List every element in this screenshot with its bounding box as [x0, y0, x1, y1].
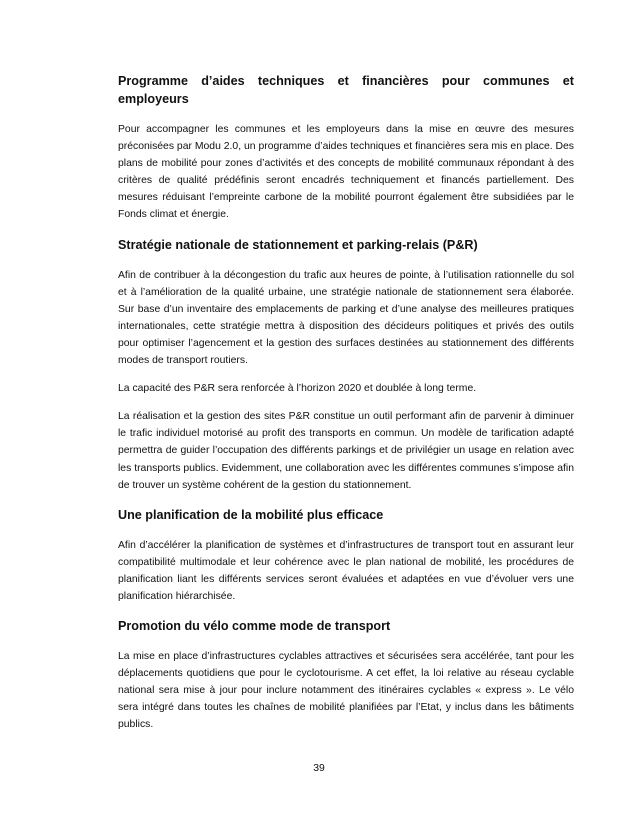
section-heading-stationnement: Stratégie nationale de stationnement et parking-relais (P&R) [118, 237, 478, 252]
section-heading-aides: Programme d’aides techniques et financières pour communes et employeurs [118, 74, 574, 106]
page-content [118, 72, 574, 734]
paragraph-stationnement-capacite: La capacité des P&R sera renforcée à l’horizon 2020 et doublée à long terme. [118, 383, 477, 395]
paragraph-aides: Pour accompagner les communes et les employeurs dans la mise en œuvre des mesures préconisées par Modu 2.0, un programme d’aides techniques et financières sera mis en place. Des plans de mobilité pour zones d’activités et des concepts de mobilité communaux répondant à des critères de qualité prédéfinis seront encadrés techniquement et financés partiellement. Des mesures réduisant l’empreinte carbone de la mobilité pourront également être subsidiées par le Fonds climat et énergie. [118, 124, 574, 221]
section-heading-velo: Promotion du vélo comme mode de transport [118, 619, 391, 634]
paragraph-velo: La mise en place d’infrastructures cyclables attractives et sécurisées sera accélérée, tant pour les déplacements quotidiens que pour le cyclotourisme. A cet effet, la loi relative au réseau cyclable national sera mise à jour pour inclure notamment des itinéraires cyclables « express ». Le vélo sera intégré dans toutes les chaînes de mobilité planifiées par l’Etat, y inclus dans les bâtiments publics. [118, 651, 574, 731]
page-number: 39 [313, 763, 325, 774]
paragraph-planification: Afin d’accélérer la planification de systèmes et d’infrastructures de transport tout en assurant leur compatibilité multimodale et leur cohérence avec le plan national de mobilité, les procédures de planification liant les différents services seront évaluées et adaptées en vue d’évoluer vers une planification hiérarchisée. [118, 539, 574, 602]
paragraph-stationnement-gestion: La réalisation et la gestion des sites P&R constitue un outil performant afin de parvenir à diminuer le trafic individuel motorisé au profit des transports en commun. Un modèle de tarification adapté permettra de guider l’occupation des différents parkings et de privilégier un usage en relation avec les transports publics. Evidemment, une collaboration avec les différentes communes s’impose afin de trouver un système cohérent de la gestion du stationnement. [118, 411, 574, 491]
section-heading-planification: Une planification de la mobilité plus efficace [118, 507, 384, 522]
paragraph-stationnement-strategie: Afin de contribuer à la décongestion du trafic aux heures de pointe, à l’utilisation rationnelle du sol et à l’amélioration de la qualité urbaine, une stratégie nationale de stationnement sera élaborée. Sur base d’un inventaire des emplacements de parking et d’une analyse des meilleures pratiques internationales, cette stratégie mettra à disposition des décideurs politiques et privés des outils pour optimiser l’agencement et la gestion des surfaces destinées au stationnement des différents modes de transport routiers. [118, 269, 574, 367]
